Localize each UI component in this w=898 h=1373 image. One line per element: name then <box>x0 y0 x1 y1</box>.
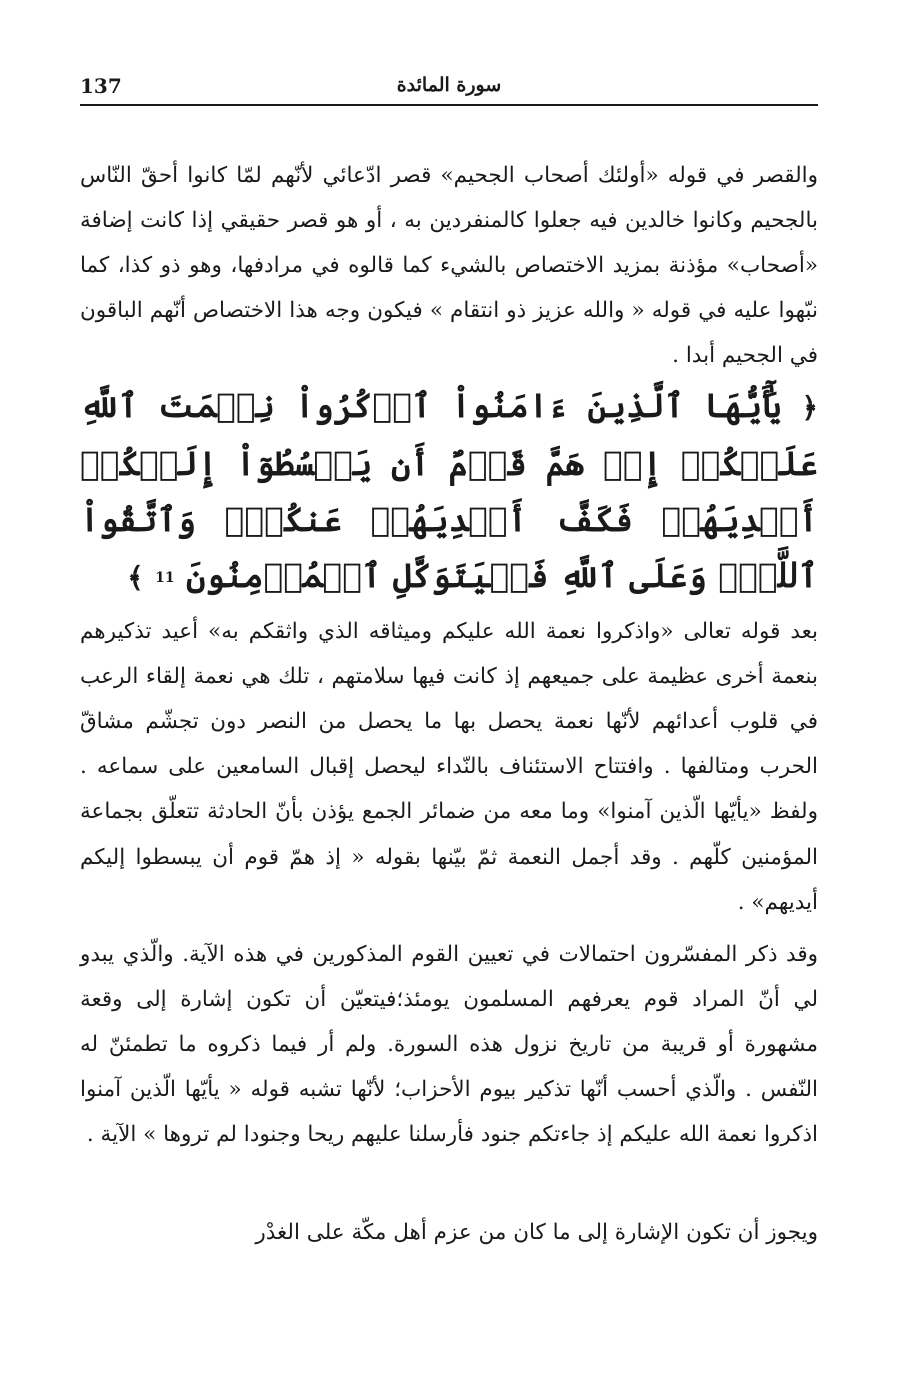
page-number: 137 <box>80 74 122 98</box>
commentary-paragraph-3: وقد ذكر المفسّرون احتمالات في تعيين القوم المذكورين في هذه الآية. والّذي يبدو لي أنّ المراد قوم يعرفهم المسلمون يومئذ؛فيتعيّن أن تكون إشارة إلى وقعة مشهورة أو قريبة من تاريخ نزول هذه السورة. ولم أر فيما ذكروه ما تطمئنّ له النّفس . والّذي أحسب أنّها تذكير بيوم الأحزاب؛ لأنّها تشبه قوله « يأيّها الّذين آمنوا اذكروا نعمة الله عليكم إذ جاءتكم جنود فأرسلنا عليهم ريحا وجنودا لم تروها » الآية . <box>80 941 818 1148</box>
verse-open-ornament: ﴿ <box>801 391 818 424</box>
commentary-paragraph-1: والقصر في قوله «أولئك أصحاب الجحيم» قصر ادّعائي لأنّهم لمّا كانوا أحقّ النّاس بالجحيم وكانوا خالدين فيه جعلوا كالمنفردين به ، أو هو قصر حقيقي إذا كانت إضافة «أصحاب» مؤذنة بمزيد الاختصاص بالشيء كما قالوه في مرادفها، وهو ذو كذا، كما نبّهوا عليه في قوله « والله عزيز ذو انتقام » فيكون وجه هذا الاختصاص أنّهم الباقون في الجحيم أبدا . <box>80 162 818 369</box>
quran-verse <box>80 378 818 606</box>
verse-text: يَٰٓأَيُّهَا ٱلَّذِينَ ءَامَنُواْ ٱذۡكُرُواْ نِعۡمَتَ ٱللَّهِ عَلَيۡكُمۡ إِذۡ هَمَّ قَوۡمٌ أَن يَبۡسُطُوٓاْ إِلَيۡكُمۡ أَيۡدِيَهُمۡ فَكَفَّ أَيۡدِيَهُمۡ عَنكُمۡۖ وَٱتَّقُواْ ٱللَّهَۚ وَعَلَى ٱللَّهِ فَلۡيَتَوَكَّلِ ٱلۡمُؤۡمِنُونَ <box>80 386 818 595</box>
verse-close-ornament: ﴾ <box>127 561 144 594</box>
commentary-paragraph-2: بعد قوله تعالى «واذكروا نعمة الله عليكم وميثاقه الذي واثقكم به» أعيد تذكيرهم بنعمة أخرى عظيمة على جميعهم إذ كانت فيها سلامتهم ، تلك هي نعمة إلقاء الرعب في قلوب أعدائهم لأنّها نعمة يحصل بها ما يحصل من النصر دون تجشّم مشاقّ الحرب ومتالفها . وافتتاح الاستئناف بالنّداء ليحصل إقبال السامعين على سماعه . ولفظ «يأيّها الّذين آمنوا» وما معه من ضمائر الجمع يؤذن بأنّ الحادثة تتعلّق بجماعة المؤمنين كلّهم . وقد أجمل النعمة ثمّ بيّنها بقوله « إذ همّ قوم أن يبسطوا إليكم أيديهم» . <box>80 618 818 915</box>
verse-number: 11 <box>155 570 175 586</box>
surah-title: سورة المائدة <box>396 74 502 96</box>
commentary-paragraph-4: ويجوز أن تكون الإشارة إلى ما كان من عزم أهل مكّة على الغدْر <box>255 1219 818 1245</box>
page-header <box>80 70 818 106</box>
